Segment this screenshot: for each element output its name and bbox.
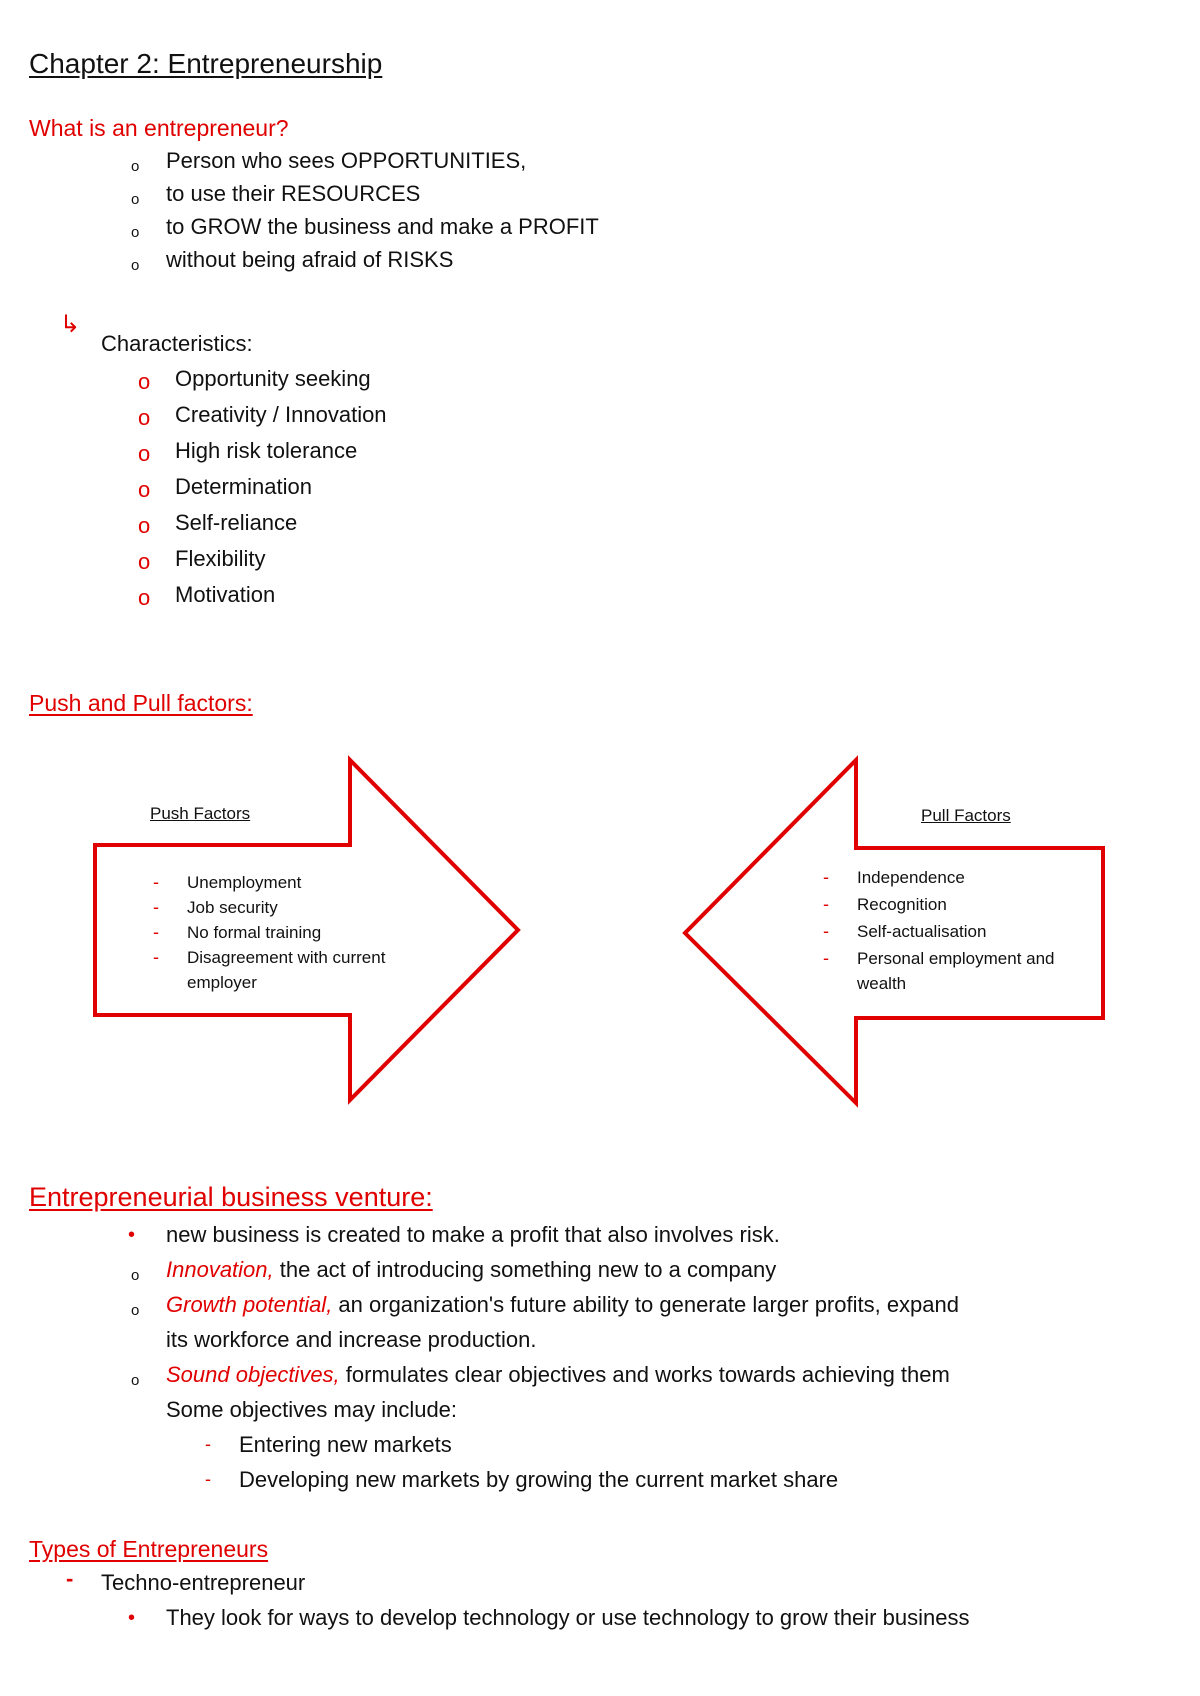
definition-innovation: the act of introducing something new to a company xyxy=(273,1257,777,1282)
list-item-continuation: its workforce and increase production. xyxy=(166,1327,537,1352)
bullet-icon: o xyxy=(131,1372,140,1389)
bullet-icon: o xyxy=(138,585,151,610)
bullet-icon: o xyxy=(131,257,140,274)
dash-bullet-icon: - xyxy=(823,948,829,968)
list-item: They look for ways to develop technology or use technology to grow their business xyxy=(166,1605,970,1630)
list-item: No formal training xyxy=(187,923,322,942)
bullet-icon: o xyxy=(138,477,151,502)
term-sound-objectives: Sound objectives, xyxy=(166,1362,340,1387)
list-item: Disagreement with current xyxy=(187,948,386,967)
dash-bullet-icon: - xyxy=(66,1566,74,1591)
bullet-icon: o xyxy=(138,549,151,574)
dash-bullet-icon: - xyxy=(153,947,159,967)
list-item: Recognition xyxy=(857,895,947,914)
bullet-icon: o xyxy=(131,1302,140,1319)
characteristics-label: Characteristics: xyxy=(101,331,253,356)
section-heading-entrepreneur: What is an entrepreneur? xyxy=(29,115,289,141)
list-item: Entering new markets xyxy=(239,1432,452,1457)
push-factors-title: Push Factors xyxy=(150,804,251,823)
dash-bullet-icon: - xyxy=(823,867,829,887)
list-item: Independence xyxy=(857,868,965,887)
list-item-continuation: wealth xyxy=(857,974,907,993)
list-item: Techno-entrepreneur xyxy=(101,1570,306,1595)
list-item: to use their RESOURCES xyxy=(166,181,421,206)
list-item: Creativity / Innovation xyxy=(175,402,387,427)
dash-bullet-icon: - xyxy=(153,897,159,917)
list-item: Job security xyxy=(187,898,278,917)
list-item: Determination xyxy=(175,474,312,499)
dash-bullet-icon: - xyxy=(823,894,829,914)
section-heading-push-pull: Push and Pull factors: xyxy=(29,690,253,716)
dash-bullet-icon: - xyxy=(205,1434,211,1454)
page-title: Chapter 2: Entrepreneurship xyxy=(29,48,383,79)
list-item: High risk tolerance xyxy=(175,438,358,463)
list-item: Personal employment and xyxy=(857,949,1055,968)
list-item: to GROW the business and make a PROFIT xyxy=(166,214,599,239)
list-item: Self-actualisation xyxy=(857,922,987,941)
term-growth-potential: Growth potential, xyxy=(166,1292,333,1317)
list-item-growth xyxy=(166,1292,959,1318)
return-arrow-icon: ↳ xyxy=(60,311,81,338)
bullet-icon: o xyxy=(131,1267,140,1284)
definition-sound-objectives: formulates clear objectives and works towards achieving them xyxy=(339,1362,950,1387)
dot-bullet-icon: • xyxy=(128,1607,136,1629)
list-item: Unemployment xyxy=(187,873,302,892)
list-item-continuation: employer xyxy=(187,973,257,992)
bullet-icon: o xyxy=(138,513,151,538)
list-item: without being afraid of RISKS xyxy=(166,247,454,272)
dash-bullet-icon: - xyxy=(823,921,829,941)
definition-growth-potential: an organization's future ability to generate larger profits, expand xyxy=(332,1292,960,1317)
bullet-icon: o xyxy=(138,369,151,394)
list-item: Person who sees OPPORTUNITIES, xyxy=(166,148,527,173)
bullet-icon: o xyxy=(138,441,151,466)
bullet-icon: o xyxy=(131,191,140,208)
list-item: Motivation xyxy=(175,582,276,607)
list-item-innovation xyxy=(166,1257,776,1283)
dot-bullet-icon: • xyxy=(128,1224,136,1246)
pull-factors-title: Pull Factors xyxy=(921,806,1011,825)
list-item: Developing new markets by growing the current market share xyxy=(239,1467,839,1492)
list-item: Flexibility xyxy=(175,546,266,571)
dash-bullet-icon: - xyxy=(153,872,159,892)
bullet-icon: o xyxy=(131,158,140,175)
bullet-icon: o xyxy=(138,405,151,430)
term-innovation: Innovation, xyxy=(166,1257,274,1282)
list-item-objectives xyxy=(166,1362,950,1388)
list-item: Opportunity seeking xyxy=(175,366,371,391)
bullet-icon: o xyxy=(131,224,140,241)
dash-bullet-icon: - xyxy=(205,1469,211,1489)
list-item: new business is created to make a profit that also involves risk. xyxy=(166,1222,780,1247)
dash-bullet-icon: - xyxy=(153,922,159,942)
section-heading-types: Types of Entrepreneurs xyxy=(29,1536,269,1562)
objectives-intro: Some objectives may include: xyxy=(166,1397,458,1422)
list-item: Self-reliance xyxy=(175,510,298,535)
section-heading-venture: Entrepreneurial business venture: xyxy=(29,1182,433,1212)
